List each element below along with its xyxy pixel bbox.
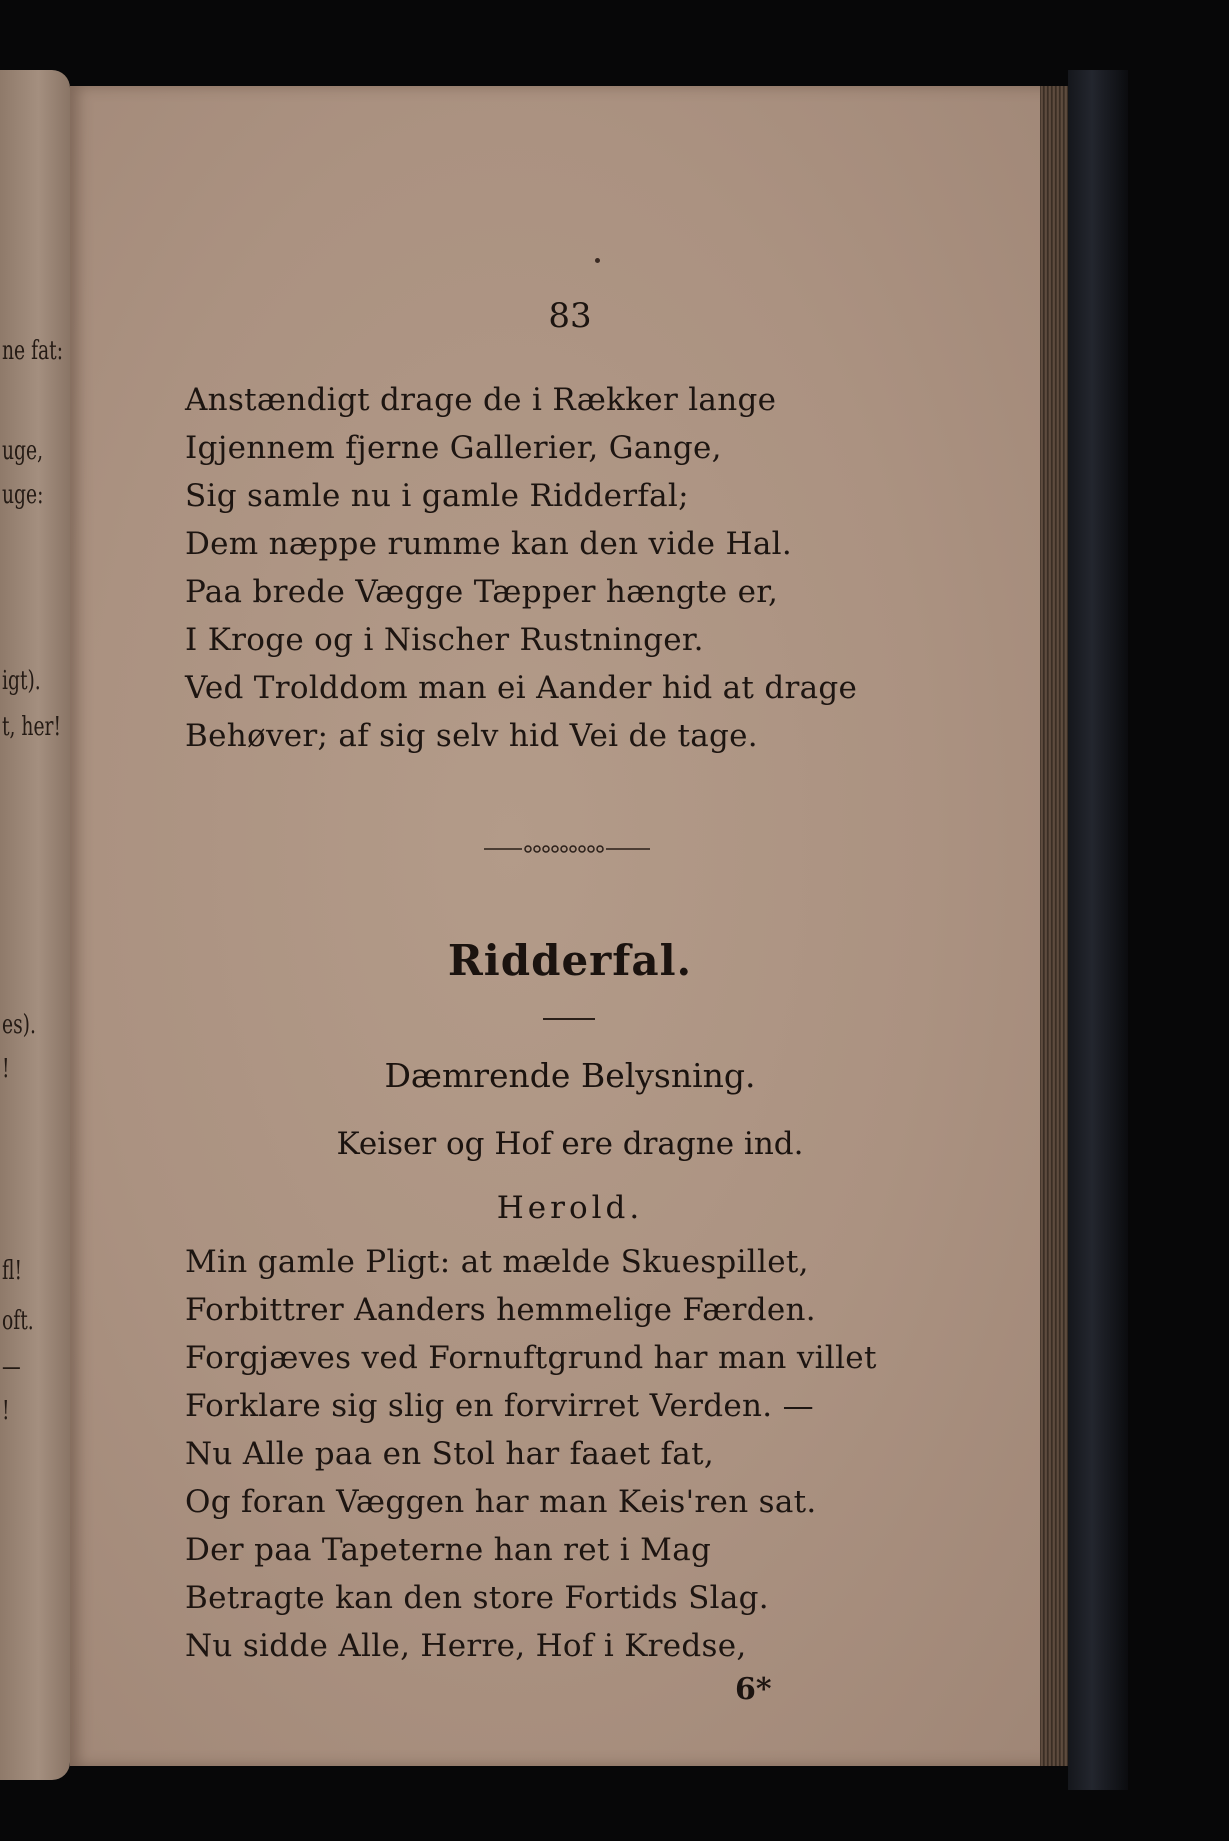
verse-line: Dem næppe rumme kan den vide Hal.: [185, 526, 792, 562]
facing-page-fragment: —: [2, 1352, 21, 1382]
verse-line: Min gamle Pligt: at mælde Skuespillet,: [185, 1244, 809, 1280]
verse-line: Forbittrer Aanders hemmelige Færden.: [185, 1292, 816, 1328]
verse-line: Betragte kan den store Fortids Slag.: [185, 1580, 769, 1616]
speaker-name: Herold.: [496, 1190, 644, 1226]
ink-speck: [595, 258, 600, 263]
verse-line: Igjennem fjerne Gallerier, Gange,: [185, 430, 722, 466]
verse-line: Paa brede Vægge Tæpper hængte er,: [185, 574, 779, 610]
verse-stanza-top: [185, 376, 857, 760]
section-divider-ornament: [484, 842, 650, 856]
book-page: [70, 86, 1050, 1766]
verse-line: Behøver; af sig selv hid Vei de tage.: [185, 718, 758, 754]
page-number: 83: [548, 296, 592, 336]
section-title: Ridderfal.: [447, 936, 693, 985]
stage-direction: Dæmrende Belysning.: [384, 1056, 756, 1095]
verse-line: I Kroge og i Nischer Rustninger.: [185, 622, 704, 658]
verse-line: Ved Trolddom man ei Aander hid at drage: [185, 670, 858, 706]
entrance-direction: Keiser og Hof ere dragne ind.: [336, 1126, 804, 1162]
signature-mark: 6*: [735, 1672, 772, 1707]
facing-page-fragment: es).: [2, 1010, 36, 1040]
verse-line: Sig samle nu i gamle Ridderfal;: [185, 478, 689, 514]
page-edges: [1040, 86, 1068, 1766]
verse-line: Anstændigt drage de i Rækker lange: [185, 382, 777, 418]
facing-page-fragment: oft.: [2, 1306, 34, 1336]
book-cover-edge: [1068, 70, 1128, 1790]
facing-page-fragment: !: [2, 1396, 10, 1426]
verse-line: Nu sidde Alle, Herre, Hof i Kredse,: [185, 1628, 747, 1664]
facing-page-fragment: !: [2, 1054, 10, 1084]
verse-line: Forklare sig slig en forvirret Verden. —: [185, 1388, 814, 1424]
facing-page-fragment: igt).: [2, 666, 41, 696]
verse-line: Forgjæves ved Fornuftgrund har man villet: [185, 1340, 877, 1376]
verse-line: Og foran Væggen har man Keis'ren sat.: [185, 1484, 817, 1520]
facing-page-fragment: fl!: [2, 1256, 23, 1286]
verse-line: Der paa Tapeterne han ret i Mag: [185, 1532, 712, 1568]
facing-page: [0, 70, 70, 1780]
facing-page-fragment: ne fat:: [2, 336, 64, 366]
verse-speech: [185, 1238, 877, 1670]
title-rule: [543, 1018, 595, 1020]
facing-page-fragment: uge:: [2, 480, 44, 510]
verse-line: Nu Alle paa en Stol har faaet fat,: [185, 1436, 714, 1472]
facing-page-fragment: t, her!: [2, 712, 62, 742]
facing-page-fragment: uge,: [2, 436, 44, 466]
